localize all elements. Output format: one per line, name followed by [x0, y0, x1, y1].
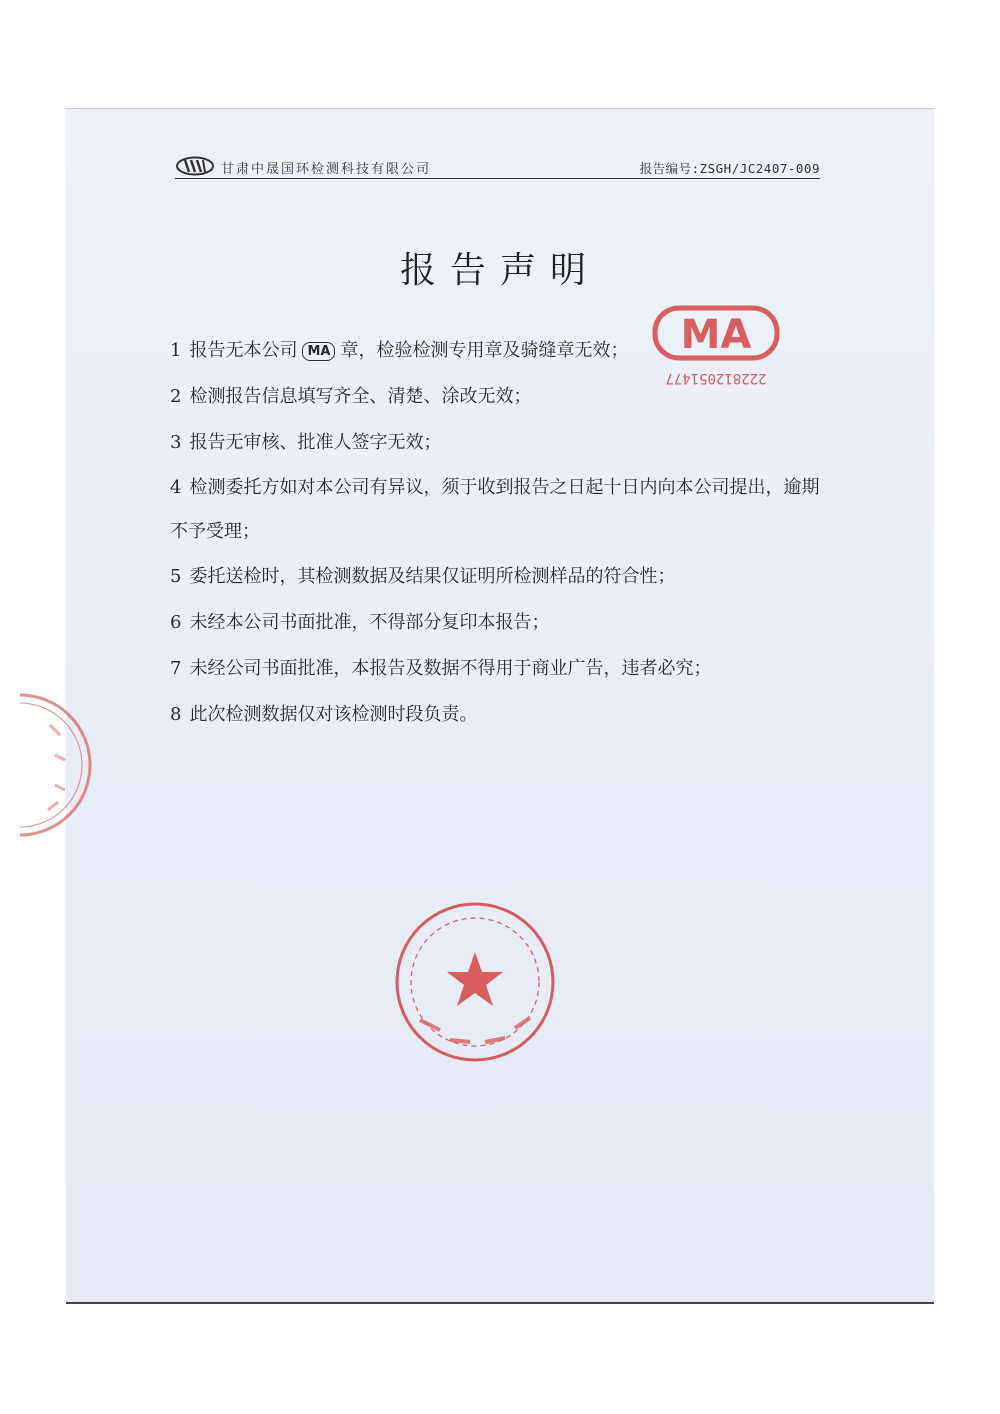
statement-item-2: 2 检测报告信息填写齐全、清楚、涂改无效；: [170, 386, 532, 407]
company-seal: [390, 900, 560, 1065]
ma-stamp-code: 222812051477: [665, 370, 767, 386]
page-header: [175, 156, 820, 179]
statement-item-1: 1 报告无本公司 MA 章，检验检测专用章及骑缝章无效；: [170, 340, 629, 361]
statement-item-8: 8 此次检测数据仅对该检测时段负责。: [170, 704, 478, 725]
ma-mark-icon: MA: [302, 342, 335, 361]
statement-item-4: 4 检测委托方如对本公司有异议，须于收到报告之日起十日内向本公司提出，逾期不予受理；: [170, 477, 820, 542]
seam-stamp: [20, 690, 100, 840]
statement-item-7: 7 未经公司书面批准，本报告及数据不得用于商业广告，违者必究；: [170, 658, 712, 679]
ma-stamp-letters: MA: [680, 312, 752, 358]
statement-item-5: 5 委托送检时，其检测数据及结果仅证明所检测样品的符合性；: [170, 566, 676, 587]
statement-item-6: 6 未经本公司书面批准，不得部分复印本报告；: [170, 612, 550, 633]
star-icon: [447, 952, 503, 1006]
report-number: 报告编号:ZSGH/JC2407-009: [639, 161, 820, 176]
company-name: 甘肃中晟国环检测科技有限公司: [221, 162, 432, 177]
company-logo-icon: [175, 156, 215, 176]
page-title: 报告声明: [399, 250, 600, 291]
cma-stamp: [645, 300, 785, 395]
statement-item-3: 3 报告无审核、批准人签字无效；: [170, 432, 442, 453]
